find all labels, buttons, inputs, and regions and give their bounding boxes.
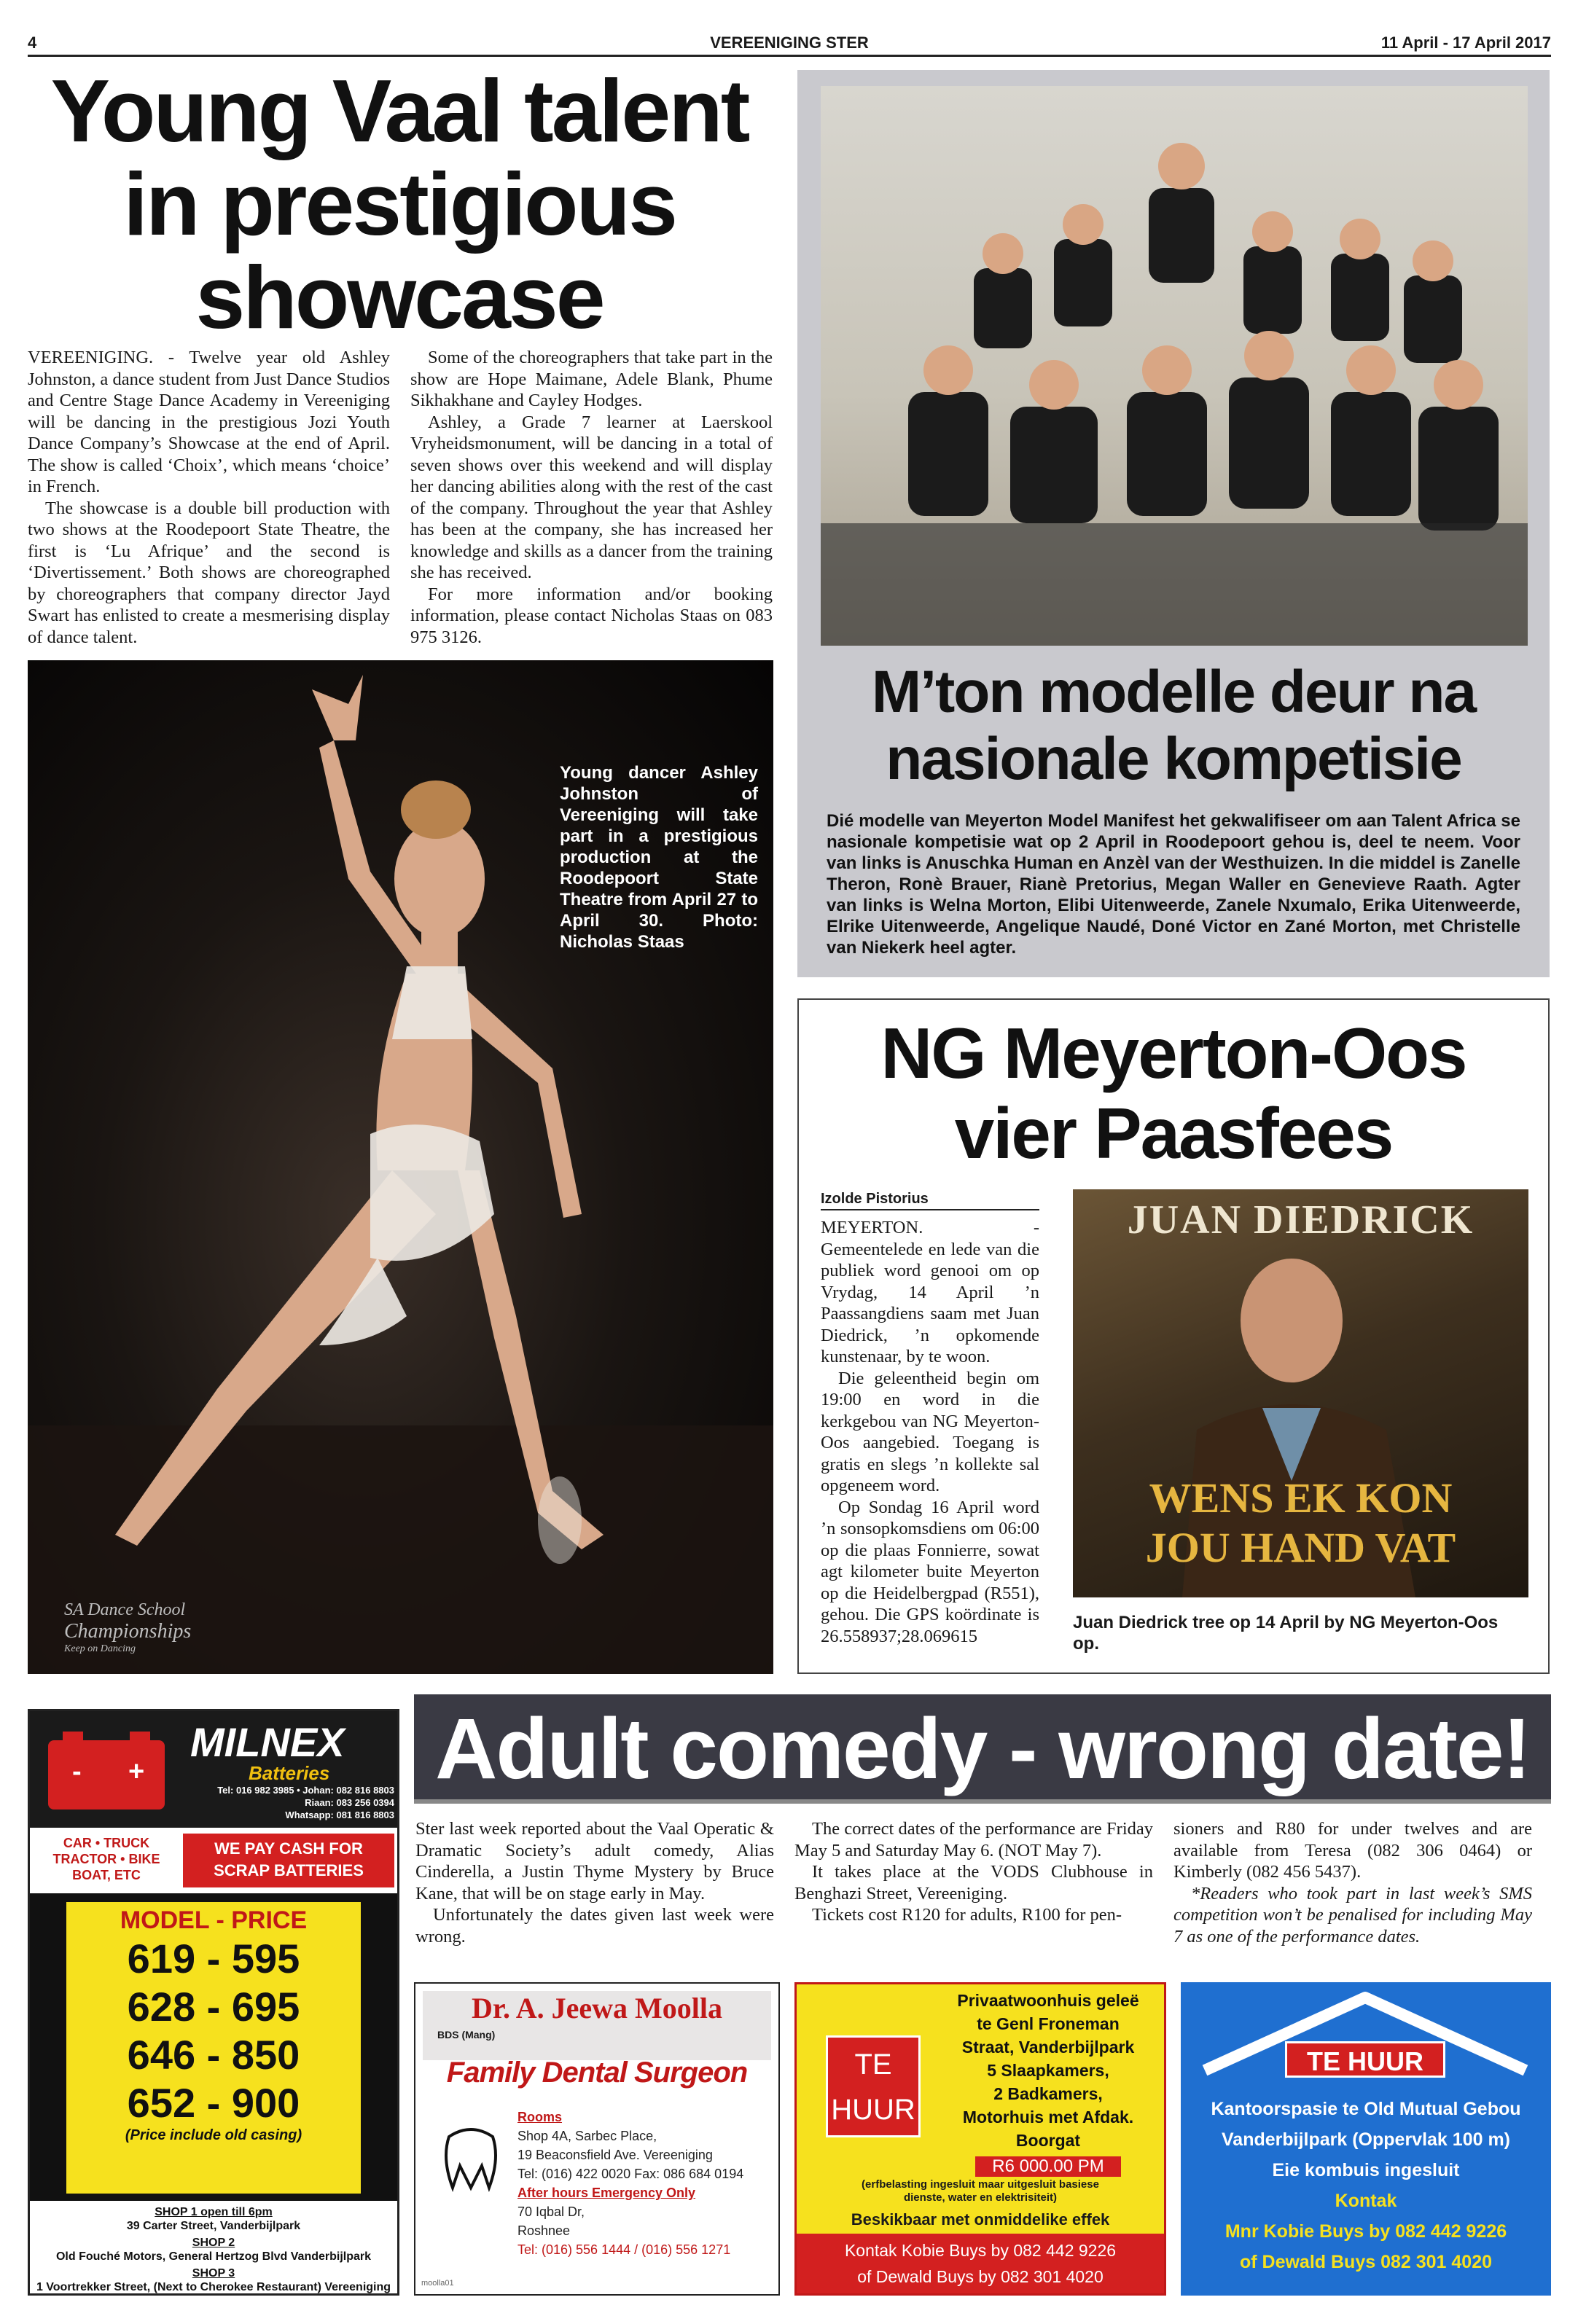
paragraph: The correct dates of the performance are Friday May 5 and Saturday May 6. (NOT May 7). bbox=[794, 1819, 1153, 1861]
contact-line: Riaan: 083 256 0394 bbox=[305, 1797, 394, 1808]
milnex-sub: Batteries bbox=[249, 1762, 330, 1784]
rooms-line: 19 Beaconsfield Ave. Vereeniging bbox=[517, 2148, 713, 2162]
paragraph: Tickets cost R120 for adults, R100 for pen- bbox=[812, 1905, 1122, 1925]
story3-caption: Juan Diedrick tree op 14 April by NG Meyerton-Oos op. bbox=[1073, 1613, 1499, 1654]
rooms-line: Tel: (016) 422 0020 Fax: 086 684 0194 bbox=[517, 2167, 744, 2181]
rooms-label: Rooms bbox=[517, 2110, 563, 2124]
office-line: of Dewald Buys 082 301 4020 bbox=[1239, 2252, 1493, 2272]
detail-line: Straat, Vanderbijlpark bbox=[961, 2038, 1135, 2057]
headline-line: showcase bbox=[195, 248, 604, 347]
photo-watermark bbox=[64, 1600, 191, 1655]
paragraph: sioners and R80 for under twelves and are available from Teresa (082 306 0464) or Kimberly (082 456 5437). bbox=[1173, 1819, 1532, 1882]
headline-line: vier Paasfees bbox=[954, 1093, 1393, 1173]
album-text-line: WENS EK KON bbox=[1149, 1474, 1453, 1522]
svg-text:-: - bbox=[72, 1756, 82, 1787]
headline-line: nasionale kompetisie bbox=[886, 726, 1461, 792]
models-group-photo bbox=[821, 86, 1528, 646]
dancer-photo-caption: Young dancer Ashley Johnston of Vereeniging will take part in a prestigious production at the Roodepoort State Theatre from April 27 to April 30. Photo: Nicholas Staas bbox=[560, 763, 758, 952]
price-row bbox=[66, 2079, 361, 2127]
shop-address: Old Fouché Motors, General Hertzog Blvd Vanderbijlpark bbox=[55, 2250, 372, 2263]
office-line: Kontak bbox=[1335, 2191, 1397, 2211]
excl-line: dienste, water en elektrisiteit) bbox=[903, 2191, 1058, 2204]
price-list bbox=[66, 1935, 361, 2127]
paragraph: Some of the choreographers that take part in the show are Hope Maimane, Adele Blank, Phume Sikhakhane and Cayley Hodges. bbox=[410, 348, 773, 410]
story1-headline bbox=[28, 61, 771, 347]
contact-line: of Dewald Buys by 082 301 4020 bbox=[857, 2267, 1104, 2286]
office-line: Vanderbijlpark (Oppervlak 100 m) bbox=[1222, 2129, 1510, 2150]
story3-headline bbox=[799, 1013, 1548, 1173]
story4-column-3 bbox=[1173, 1818, 1532, 1947]
detail-line: 5 Slaapkamers, bbox=[987, 2061, 1109, 2080]
milnex-batteries-ad bbox=[28, 1709, 399, 2296]
vehicles-line: CAR • TRUCK bbox=[63, 1836, 150, 1850]
milnex-brand: MILNEX bbox=[190, 1719, 345, 1765]
dentist-details bbox=[517, 2108, 773, 2259]
story4-headline-bar bbox=[414, 1694, 1551, 1804]
album-title: JUAN DIEDRICK bbox=[1127, 1197, 1475, 1243]
separator: - bbox=[195, 1936, 232, 1981]
story1-column-2 bbox=[410, 347, 773, 648]
paragraph: Unfortunately the dates given last week were wrong. bbox=[415, 1905, 774, 1947]
shop-address: 39 Carter Street, Vanderbijlpark bbox=[126, 2220, 301, 2232]
vehicles-line: BOAT, ETC bbox=[72, 1868, 141, 1882]
badge-line: HUUR bbox=[831, 2094, 915, 2126]
battery-price: 900 bbox=[231, 2080, 300, 2126]
shop-title: SHOP 1 open till 6pm bbox=[155, 2206, 273, 2218]
availability: Beskikbaar met onmiddelike effek bbox=[851, 2210, 1110, 2229]
separator: - bbox=[195, 2032, 232, 2078]
vehicles-line: TRACTOR • BIKE bbox=[52, 1852, 160, 1866]
story4-column-2 bbox=[794, 1818, 1153, 1926]
price-row bbox=[66, 2031, 361, 2079]
watermark-line: Keep on Dancing bbox=[64, 1643, 136, 1654]
dentist-name: Dr. A. Jeewa Moolla bbox=[471, 1992, 723, 2024]
office-line: Eie kombuis ingesluit bbox=[1272, 2160, 1460, 2180]
publication-name: VEREENIGING STER bbox=[710, 34, 869, 52]
svg-text:+: + bbox=[128, 1756, 145, 1787]
milnex-band bbox=[30, 1828, 397, 1893]
office-details bbox=[1190, 2094, 1542, 2277]
album-text-line: JOU HAND VAT bbox=[1145, 1524, 1456, 1571]
headline-line: in prestigious bbox=[123, 154, 676, 254]
story3-byline: Izolde Pistorius bbox=[821, 1191, 1039, 1210]
issue-date: 11 April - 17 April 2017 bbox=[1380, 34, 1551, 52]
story4-column-1 bbox=[415, 1818, 774, 1947]
excl-line: (erfbelasting ingesluit maar uitgesluit basiese bbox=[862, 2178, 1099, 2191]
cash-line: WE PAY CASH FOR bbox=[214, 1839, 363, 1858]
paragraph: MEYERTON. - Gemeentelede en lede van die publiek word genooi om op Vrydag, 14 April ’n Paassangdiens saam met Juan Diedrick, ’n opkomende kunstenaar, by te woon. bbox=[821, 1218, 1039, 1366]
paragraph: VEREENIGING. - Twelve year old Ashley Johnston, a dance student from Just Dance Studios and Centre Stage Dance Academy in Vereeniging will be dancing in the prestigious Jozi Youth Dance Company’s Showcase at the end of April. The show is called ‘Choix’, which means ‘choice’ in French. bbox=[28, 348, 390, 496]
battery-price: 595 bbox=[231, 1936, 300, 1981]
separator: - bbox=[195, 2080, 232, 2126]
headline-line: NG Meyerton-Oos bbox=[880, 1013, 1466, 1093]
rent-exclusions bbox=[804, 2178, 1157, 2204]
paragraph: Die geleentheid begin om 19:00 en word in die kerkgebou van NG Meyerton-Oos aangebied. Toegang is gratis en slegs ’n kollekte sal opgeneem word. bbox=[821, 1368, 1039, 1495]
dental-surgeon-ad bbox=[414, 1982, 780, 2296]
watermark-line: Championships bbox=[64, 1620, 192, 1643]
after-hours-label: After hours Emergency Only bbox=[517, 2186, 696, 2200]
paragraph: The showcase is a double bill production with two shows at the Roodepoort State Theatre, the first is ‘Lu Afrique’ and the second is ‘Divertissement.’ Both shows are choreographed by choreographers that company director Jayd Swart has enlisted to create a mesmerising display of dance talent. bbox=[28, 498, 390, 647]
contact-line: Kontak Kobie Buys by 082 442 9226 bbox=[844, 2241, 1117, 2260]
battery-model: 628 bbox=[127, 1984, 196, 2030]
story2-box bbox=[797, 70, 1550, 977]
paragraph: Ster last week reported about the Vaal Operatic & Dramatic Society’s adult comedy, Alias Cinderella, a Justin Thyme Mystery by Bruce Kane, that will be on stage early in May. bbox=[415, 1819, 774, 1904]
after-line: Roshnee bbox=[517, 2223, 571, 2238]
contact-line: Whatsapp: 081 816 8803 bbox=[285, 1809, 394, 1820]
paragraph: For more information and/or booking information, please contact Nicholas Staas on 083 975 3126. bbox=[410, 584, 773, 647]
tooth-icon bbox=[427, 2115, 515, 2202]
milnex-shops bbox=[30, 2201, 397, 2296]
office-rental-ad bbox=[1181, 1982, 1551, 2296]
price-row bbox=[66, 1935, 361, 1983]
after-tel: Tel: (016) 556 1444 / (016) 556 1271 bbox=[517, 2242, 731, 2257]
after-line: 70 Iqbal Dr, bbox=[517, 2204, 585, 2219]
ad-code: moolla01 bbox=[421, 2279, 454, 2288]
shop-address: 1 Voortrekker Street, (Next to Cherokee Restaurant) Vereeniging bbox=[36, 2281, 391, 2293]
rental-house-ad bbox=[794, 1982, 1166, 2296]
album-cover-photo bbox=[1073, 1189, 1528, 1597]
detail-line: Motorhuis met Afdak. bbox=[962, 2108, 1134, 2127]
house-details bbox=[935, 1989, 1161, 2152]
milnex-top-panel bbox=[30, 1711, 397, 1828]
battery-icon bbox=[44, 1726, 168, 1813]
story2-caption: Dié modelle van Meyerton Model Manifest het gekwalifiseer om aan Talent Africa se nasionale kompetisie wat op 2 April in Roodepoort gehou is, deel te neem. Voor van links is Anuschka Human en Anzèl van der Westhuizen. In die middel is Zanelle Theron, Ronè Brauer, Rianè Pretorius, Megan Waller en Genevieve Raath. Agter van links is Welna Morton, Elibi Uitenweerde, Zanele Nxumalo, Erika Uitenweerde, Elrike Uitenweerde, Angelique Naudé, Doné Victor en Zané Morton, met Christelle van Niekerk heel agter. bbox=[827, 811, 1520, 958]
office-te-huur-badge: TE HUUR bbox=[1285, 2041, 1445, 2078]
detail-line: Boorgat bbox=[1015, 2131, 1081, 2150]
story3-box bbox=[797, 998, 1550, 1674]
vehicles bbox=[37, 1835, 176, 1883]
separator: - bbox=[195, 1984, 232, 2030]
contact-line: Tel: 016 982 3985 • Johan: 082 816 8803 bbox=[217, 1785, 394, 1796]
paragraph: Op Sondag 16 April word ’n sonsopkomsdiens om 06:00 op die plaas Fonnierre, sowat agt kilometer buite Meyerton op die Heidelbergpad (R551), gehou. Die GPS koördinate is 26.558937;28.069615 bbox=[821, 1497, 1039, 1646]
headline-line: M’ton modelle deur na bbox=[871, 659, 1476, 725]
model-price-header: MODEL - PRICE bbox=[120, 1906, 308, 1934]
vat-note: (Price include old casing) bbox=[125, 2127, 302, 2143]
battery-model: 646 bbox=[127, 2032, 196, 2078]
milnex-contact bbox=[176, 1784, 394, 1821]
te-huur-badge bbox=[826, 2035, 921, 2137]
badge-line: TE bbox=[854, 2049, 892, 2081]
dentist-qual: BDS (Mang) bbox=[437, 2029, 496, 2041]
watermark-line: SA Dance School bbox=[64, 1600, 186, 1619]
paragraph: It takes place at the VODS Clubhouse in Benghazi Street, Vereeniging. bbox=[794, 1862, 1153, 1904]
detail-line: te Genl Froneman bbox=[977, 2014, 1120, 2033]
paragraph: *Readers who took part in last week’s SMS competition won’t be penalised for including May 7 as one of the performance dates. bbox=[1173, 1883, 1532, 1947]
office-line: Mnr Kobie Buys by 082 442 9226 bbox=[1224, 2221, 1507, 2242]
rent-price: R6 000.00 PM bbox=[975, 2156, 1121, 2177]
story3-body bbox=[821, 1217, 1039, 1647]
story4-headline: Adult comedy - wrong date! bbox=[435, 1701, 1530, 1797]
battery-model: 619 bbox=[127, 1936, 196, 1981]
shop-title: SHOP 2 bbox=[192, 2237, 235, 2249]
price-row bbox=[66, 1983, 361, 2031]
detail-line: Privaatwoonhuis geleë bbox=[957, 1991, 1139, 2010]
dancer-photo bbox=[28, 660, 773, 1674]
story1-column-1 bbox=[28, 347, 390, 648]
shop-title: SHOP 3 bbox=[192, 2267, 235, 2280]
story2-headline bbox=[797, 659, 1550, 793]
rooms-line: Shop 4A, Sarbec Place, bbox=[517, 2129, 657, 2143]
cash-line: SCRAP BATTERIES bbox=[214, 1861, 364, 1879]
page-number: 4 bbox=[28, 34, 37, 52]
cash-for-scrap bbox=[183, 1834, 394, 1887]
page-header bbox=[28, 32, 1551, 57]
battery-price: 850 bbox=[231, 2032, 300, 2078]
rental-contact bbox=[797, 2234, 1164, 2293]
group-figures-icon bbox=[821, 86, 1528, 646]
headline-line: Young Vaal talent bbox=[50, 61, 749, 160]
milnex-price-panel bbox=[66, 1902, 361, 2194]
office-line: Kantoorspasie te Old Mutual Gebou bbox=[1211, 2099, 1521, 2119]
battery-model: 652 bbox=[127, 2080, 196, 2126]
album-text bbox=[1073, 1474, 1528, 1573]
dentist-title: Family Dental Surgeon bbox=[446, 2057, 748, 2089]
detail-line: 2 Badkamers, bbox=[993, 2084, 1103, 2103]
battery-price: 695 bbox=[231, 1984, 300, 2030]
paragraph: Ashley, a Grade 7 learner at Laerskool Vryheidsmonument, will be dancing in a total of seven shows over this weekend and will display her dancing abilities along with the rest of the cast of the company. Throughout the year that Ashley has been at the company, she has increased her knowledge and skills as a dancer from the training she has received. bbox=[410, 412, 773, 582]
dentist-name-panel bbox=[423, 1991, 771, 2060]
